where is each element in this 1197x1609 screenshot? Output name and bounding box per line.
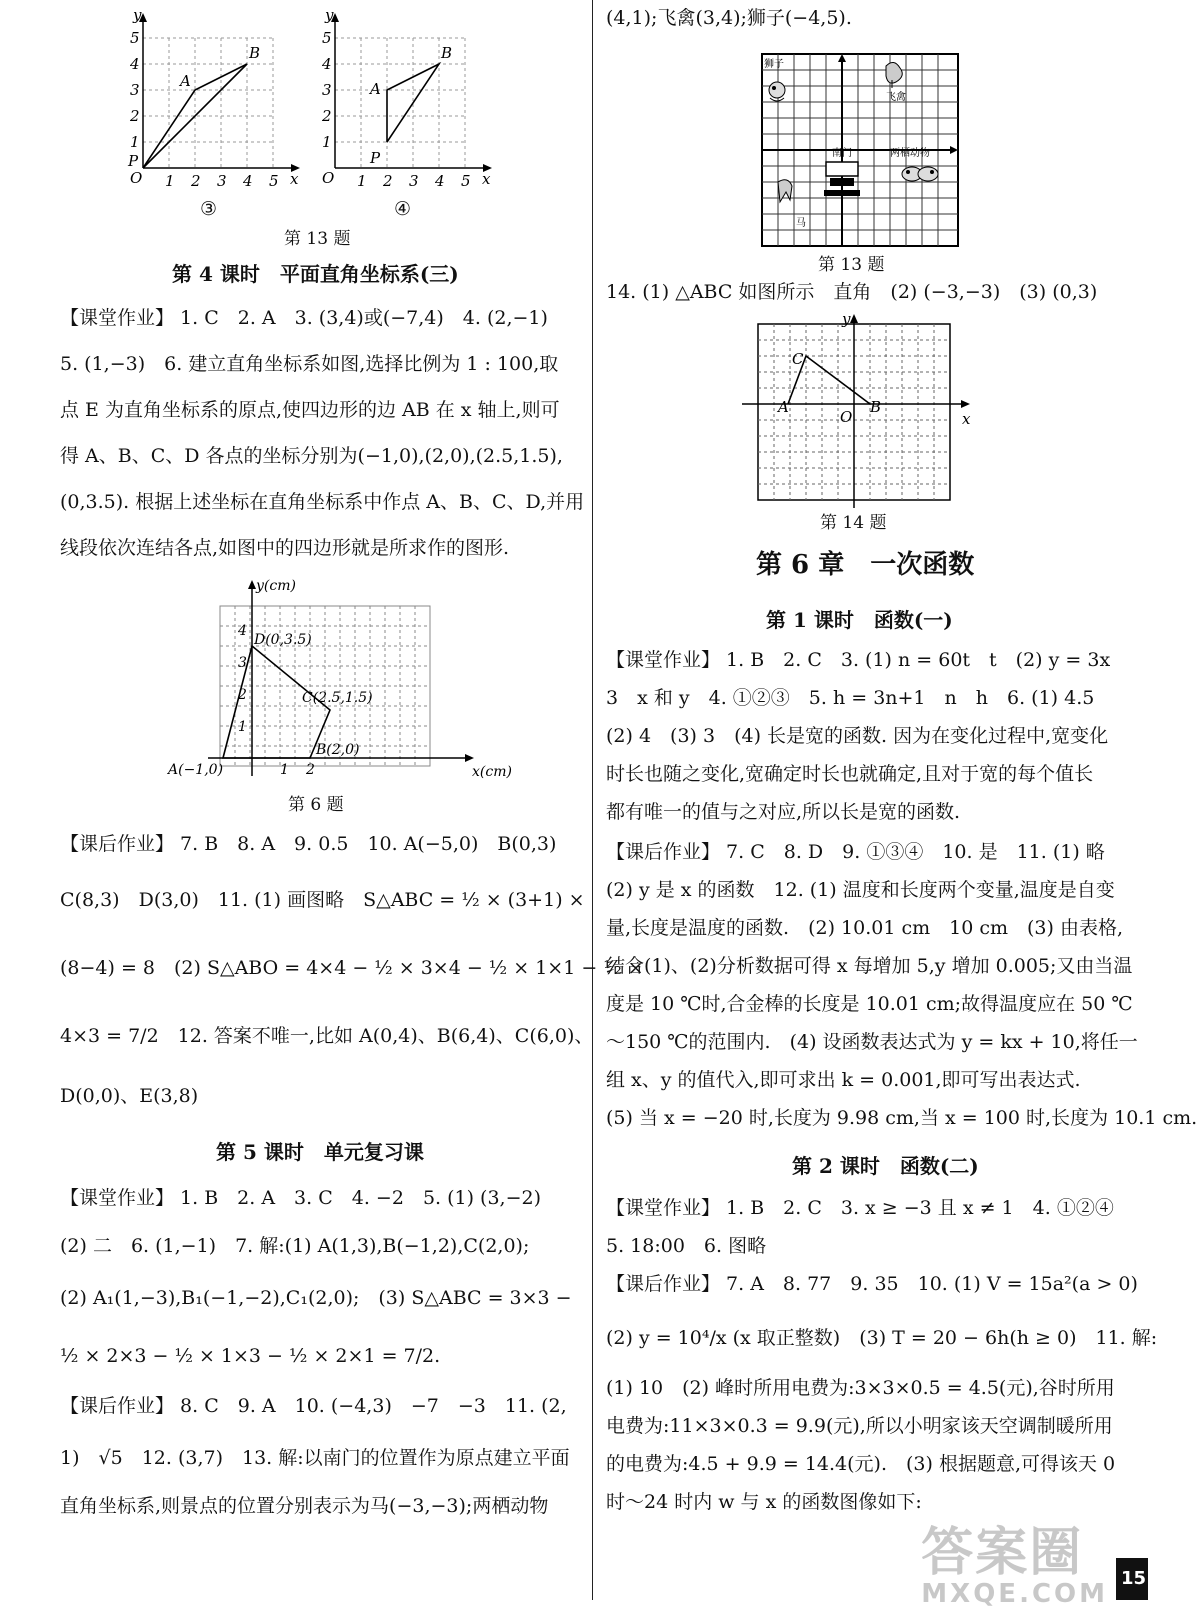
watermark — [921, 1510, 1108, 1609]
text-line: (2) y 是 x 的函数 12. (1) 温度和长度两个变量,温度是自变 — [606, 879, 1115, 901]
text-line: 【课后作业】 7. A 8. 77 9. 35 10. (1) V = 15a²(a > 0) — [606, 1273, 1138, 1295]
text-line: (2) 二 6. (1,−1) 7. 解:(1) A(1,3),B(−1,2),C(2,0); — [60, 1235, 530, 1257]
caption-13: 第 13 题 — [284, 229, 351, 249]
left-column — [60, 0, 644, 1600]
y-axis-label: y — [133, 6, 142, 24]
tick-x: 1 — [357, 172, 367, 190]
point-label-a: A(−1,0) — [168, 762, 224, 778]
x-axis-label: x — [290, 170, 299, 188]
point-label-c: C — [792, 350, 804, 368]
text-line: (4,1);飞禽(3,4);狮子(−4,5). — [606, 7, 852, 29]
tick-x: 2 — [383, 172, 393, 190]
text-line: 时长也随之变化,宽确定时长也就确定,且对于宽的每个值长 — [606, 763, 1094, 785]
text-line: (1) 10 (2) 峰时所用电费为:3×3×0.5 = 4.5(元),谷时所用 — [606, 1377, 1115, 1399]
text-line: 时～24 时内 w 与 x 的函数图像如下: — [606, 1491, 922, 1513]
point-label-a: A — [778, 398, 789, 416]
column-divider — [592, 0, 593, 1600]
lesson-heading-4: 第 4 课时 平面直角坐标系(三) — [172, 262, 459, 286]
text-line: 结合(1)、(2)分析数据可得 x 每增加 5,y 增加 0.005;又由当温 — [606, 955, 1133, 977]
text-line: C(8,3) D(3,0) 11. (1) 画图略 S△ABC = ½ × (3+1) × — [60, 889, 585, 911]
tick-x: 5 — [461, 172, 471, 190]
map-label-horse: 马 — [796, 218, 806, 229]
text-line: 14. (1) △ABC 如图所示 直角 (2) (−3,−3) (3) (0,3) — [606, 281, 1098, 303]
tick-y: 4 — [322, 55, 332, 73]
tick-x: 2 — [191, 172, 201, 190]
tick-x: 1 — [280, 762, 289, 778]
x-axis-label: x — [482, 170, 491, 188]
text-line: ～150 ℃的范围内. (4) 设函数表达式为 y = kx + 10,将任一 — [606, 1031, 1138, 1053]
lesson-heading-5: 第 5 课时 单元复习课 — [216, 1140, 424, 1164]
graph-label-4: ④ — [394, 198, 412, 220]
text-line: (2) A₁(1,−3),B₁(−1,−2),C₁(2,0); (3) S△ABC = 3×3 − — [60, 1287, 572, 1309]
tick-y: 1 — [130, 133, 140, 151]
text-line: (2) y = 10⁴/x (x 取正整数) (3) T = 20 − 6h(h ≥ 0) 11. 解: — [606, 1327, 1158, 1349]
tick-y: 1 — [238, 719, 247, 735]
watermark-main: 答案圈 — [921, 1523, 1084, 1583]
map-label-south-gate: 南门 — [832, 148, 852, 159]
text-line: 组 x、y 的值代入,即可求出 k = 0.001,即可写出表达式. — [606, 1069, 1081, 1091]
point-label-p: P — [128, 152, 139, 170]
tick-y: 5 — [322, 29, 332, 47]
map-label-bird: 飞禽 — [886, 92, 906, 103]
tick-y: 2 — [322, 107, 332, 125]
tick-x: 4 — [243, 172, 253, 190]
text-line: 的电费为:4.5 + 9.9 = 14.4(元). (3) 根据题意,可得该天 0 — [606, 1453, 1116, 1475]
tick-x: 3 — [217, 172, 227, 190]
text-line: 线段依次连结各点,如图中的四边形就是所求作的图形. — [60, 537, 510, 559]
map-13 — [762, 54, 958, 246]
graph-13-4 — [322, 8, 502, 188]
text-line: 【课后作业】 8. C 9. A 10. (−4,3) −7 −3 11. (2, — [60, 1395, 567, 1417]
caption-13-right: 第 13 题 — [818, 255, 885, 275]
tick-x: 4 — [435, 172, 445, 190]
point-label-p: P — [370, 149, 381, 167]
origin-label: O — [322, 169, 335, 187]
origin-label: O — [130, 169, 143, 187]
x-axis-label: x(cm) — [472, 764, 512, 780]
text-line: 【课堂作业】 1. C 2. A 3. (3,4)或(−7,4) 4. (2,−1) — [60, 307, 548, 329]
text-line: 得 A、B、C、D 各点的坐标分别为(−1,0),(2,0),(2.5,1.5), — [60, 445, 563, 467]
graph-13-3 — [130, 8, 310, 188]
text-line: 【课后作业】 7. B 8. A 9. 0.5 10. A(−5,0) B(0,3) — [60, 833, 557, 855]
text-line: (8−4) = 8 (2) S△ABO = 4×4 − ½ × 3×4 − ½ × 1×1 − ½ × — [60, 957, 644, 979]
tick-y: 3 — [238, 655, 247, 671]
tick-y: 4 — [130, 55, 140, 73]
text-line: 都有唯一的值与之对应,所以长是宽的函数. — [606, 801, 961, 823]
y-axis-label: y(cm) — [256, 578, 296, 594]
point-label-a: A — [180, 72, 191, 90]
text-line: 3 x 和 y 4. ①②③ 5. h = 3n+1 n h 6. (1) 4.5 — [606, 687, 1095, 709]
tick-y: 3 — [130, 81, 140, 99]
point-label-b: B — [870, 398, 882, 416]
text-line: 点 E 为直角坐标系的原点,使四边形的边 AB 在 x 轴上,则可 — [60, 399, 560, 421]
point-label-b: B — [441, 44, 453, 62]
text-line: 1) √5 12. (3,7) 13. 解:以南门的位置作为原点建立平面 — [60, 1447, 570, 1469]
page-number: 15 — [1116, 1558, 1148, 1600]
map-label-amphibian: 两栖动物 — [890, 148, 930, 159]
right-column — [606, 0, 1197, 1600]
text-line: 【课堂作业】 1. B 2. A 3. C 4. −2 5. (1) (3,−2) — [60, 1187, 542, 1209]
text-line: 5. (1,−3) 6. 建立直角坐标系如图,选择比例为 1 : 100,取 — [60, 353, 559, 375]
tick-x: 1 — [165, 172, 175, 190]
x-axis-label: x — [962, 410, 971, 428]
graph-14 — [742, 312, 978, 512]
tick-x: 2 — [306, 762, 315, 778]
point-label-d: D(0,3.5) — [254, 632, 312, 648]
caption-6: 第 6 题 — [288, 795, 344, 815]
tick-x: 5 — [269, 172, 279, 190]
point-label-c: C(2.5,1.5) — [302, 690, 373, 706]
tick-y: 5 — [130, 29, 140, 47]
point-label-b: B(2,0) — [316, 742, 360, 758]
text-line: 度是 10 ℃时,合金棒的长度是 10.01 cm;故得温度应在 50 ℃ — [606, 993, 1133, 1015]
tick-y: 2 — [238, 687, 247, 703]
point-label-b: B — [249, 44, 261, 62]
text-line: 【课堂作业】 1. B 2. C 3. (1) n = 60t t (2) y = 3x — [606, 649, 1111, 671]
text-line: 4×3 = 7/2 12. 答案不唯一,比如 A(0,4)、B(6,4)、C(6,0)、 — [60, 1025, 594, 1047]
tick-x: 3 — [409, 172, 419, 190]
y-axis-label: y — [842, 310, 851, 328]
text-line: 【课堂作业】 1. B 2. C 3. x ≥ −3 且 x ≠ 1 4. ①②④ — [606, 1197, 1114, 1219]
text-line: (5) 当 x = −20 时,长度为 9.98 cm,当 x = 100 时,长度为 10.1 cm. — [606, 1107, 1197, 1129]
tick-y: 1 — [322, 133, 332, 151]
text-line: 量,长度是温度的函数. (2) 10.01 cm 10 cm (3) 由表格, — [606, 917, 1123, 939]
text-line: (0,3.5). 根据上述坐标在直角坐标系中作点 A、B、C、D,并用 — [60, 491, 585, 513]
text-line: ½ × 2×3 − ½ × 1×3 − ½ × 2×1 = 7/2. — [60, 1345, 441, 1367]
text-line: 【课后作业】 7. C 8. D 9. ①③④ 10. 是 11. (1) 略 — [606, 841, 1105, 863]
y-axis-label: y — [325, 6, 334, 24]
text-line: D(0,0)、E(3,8) — [60, 1085, 199, 1107]
text-line: (2) 4 (3) 3 (4) 长是宽的函数. 因为在变化过程中,宽变化 — [606, 725, 1109, 747]
graph-label-3: ③ — [200, 198, 218, 220]
tick-y: 3 — [322, 81, 332, 99]
origin-label: O — [840, 408, 853, 426]
lesson-heading-1: 第 1 课时 函数(一) — [766, 608, 953, 632]
chapter-title: 第 6 章 一次函数 — [756, 550, 975, 580]
tick-y: 4 — [238, 623, 247, 639]
map-label-lion: 狮子 — [764, 59, 784, 70]
text-line: 5. 18:00 6. 图略 — [606, 1235, 767, 1257]
caption-14: 第 14 题 — [820, 513, 887, 533]
tick-y: 2 — [130, 107, 140, 125]
watermark-sub: MXQE.COM — [921, 1579, 1108, 1609]
graph-6 — [168, 576, 528, 786]
text-line: 电费为:11×3×0.3 = 9.9(元),所以小明家该天空调制暖所用 — [606, 1415, 1113, 1437]
text-line: 直角坐标系,则景点的位置分别表示为马(−3,−3);两栖动物 — [60, 1495, 549, 1517]
point-label-a: A — [370, 80, 381, 98]
lesson-heading-2: 第 2 课时 函数(二) — [792, 1154, 979, 1178]
